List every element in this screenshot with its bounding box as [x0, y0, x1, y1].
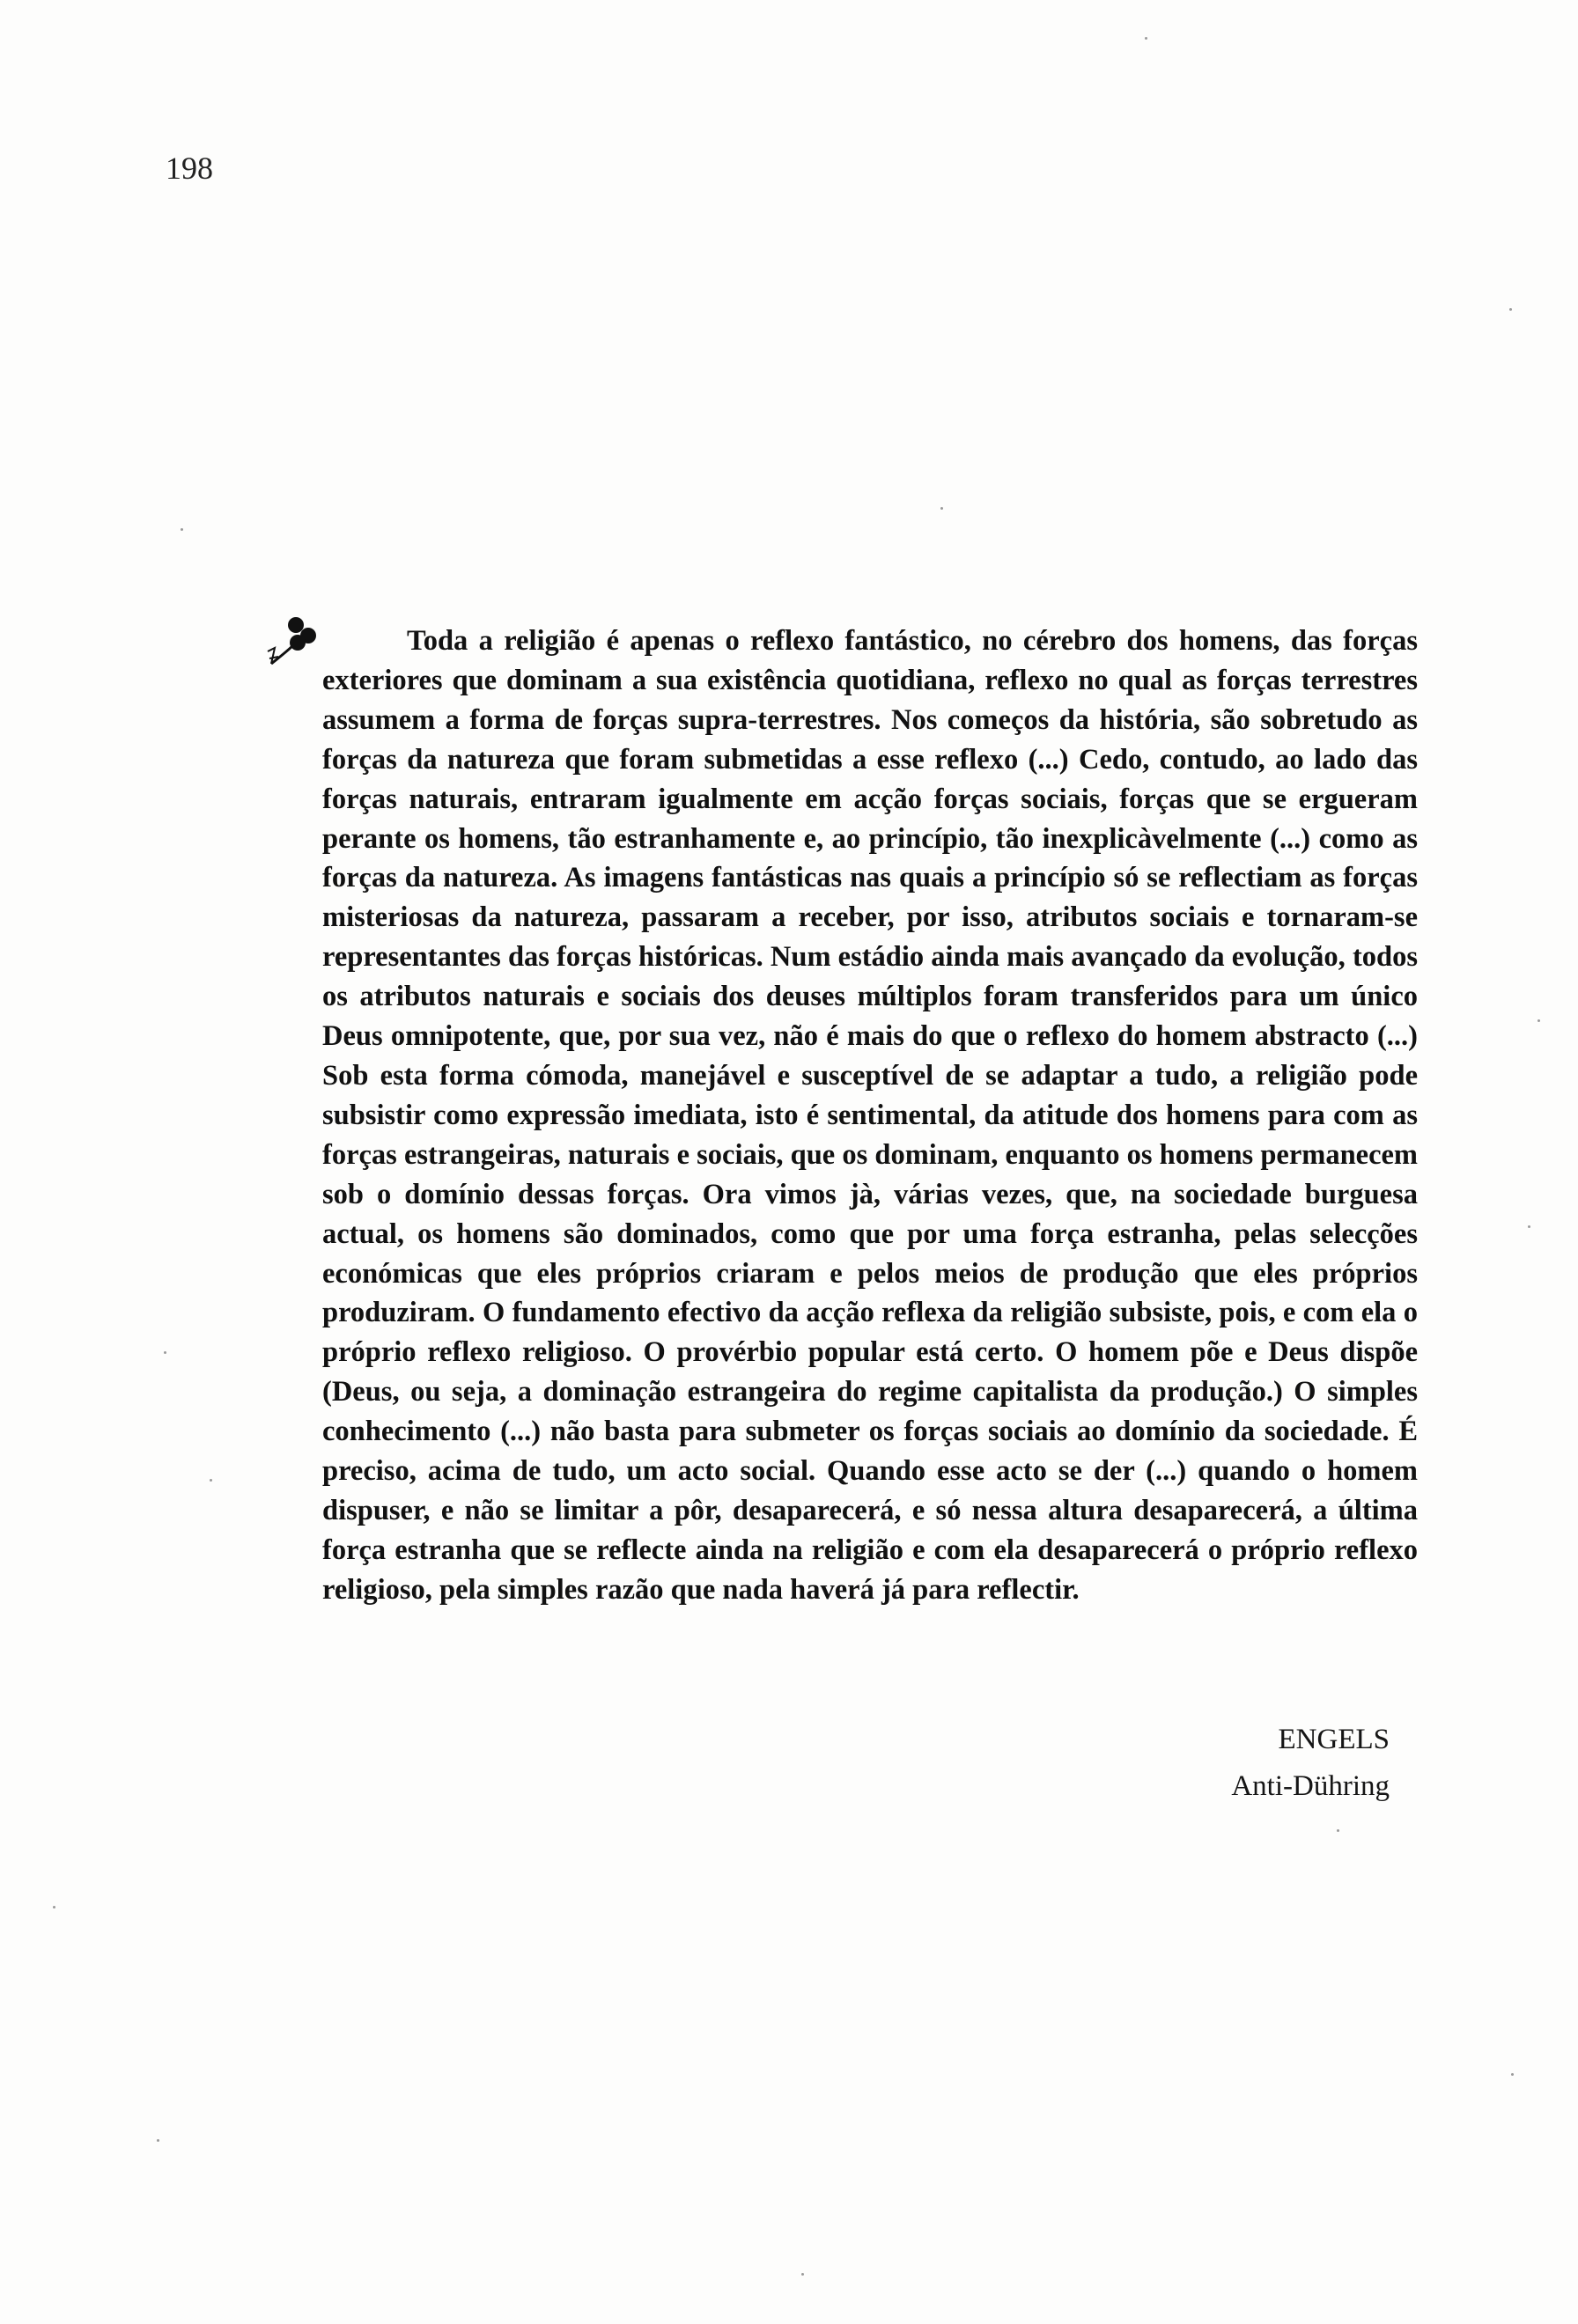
dust-speck	[801, 2273, 804, 2276]
dust-speck	[53, 1906, 55, 1908]
dust-speck	[164, 1351, 166, 1354]
quote-text: Toda a religião é apenas o reflexo fantástico, no cérebro dos homens, das forças exteriores que dominam a sua existência quotidiana, reflexo no qual as forças terrestres assumem a forma de forças supra-terrestres. Nos começos da história, são sobretudo as forças da natureza que foram submetidas a esse reflexo (...) Cedo, contudo, ao lado das forças naturais, entraram igualmente em acção forças sociais, forças que se ergueram perante os homens, tão estranhamente e, ao princípio, tão inexplicàvelmente (...) como as forças da natureza. As imagens fantásticas nas quais a princípio só se reflectiam as forças misteriosas da natureza, passaram a receber, por isso, atributos sociais e tornaram-se representantes das forças históricas. Num estádio ainda mais avançado da evolução, todos os atributos naturais e sociais dos deuses múltiplos foram transferidos para um único Deus omnipotente, que, por sua vez, não é mais do que o reflexo do homem abstracto (...) Sob esta forma cómoda, manejável e susceptível de se adaptar a tudo, a religião pode subsistir como expressão imediata, isto é sentimental, da atitude dos homens para com as forças estrangeiras, naturais e sociais, que os dominam, enquanto os homens permanecem sob o domínio dessas forças. Ora vimos jà, várias vezes, que, na sociedade burguesa actual, os homens são dominados, como que por uma força estranha, pelas selecções económicas que eles próprios criaram e pelos meios de produção que eles próprios produziram. O fundamento efectivo da acção reflexa da religião subsiste, pois, e com ela o próprio reflexo religioso. O provérbio popular está certo. O homem põe e Deus dispõe (Deus, ou seja, a dominação estrangeira do regime capitalista da produção.) O simples conhecimento (...) não basta para submeter os forças sociais ao domínio da sociedade. É preciso, acima de tudo, um acto social. Quando esse acto se der (...) quando o homem dispuser, e não se limitar a pôr, desaparecerá, e só nessa altura desaparecerá, a última força estranha que se reflecte ainda na religião e com ela desaparecerá o próprio reflexo religioso, pela simples razão que nada haverá já para reflectir.	[322, 625, 1418, 1606]
dust-speck	[1145, 37, 1147, 40]
dust-speck	[181, 528, 183, 531]
dust-speck	[1337, 1829, 1339, 1832]
dust-speck	[1528, 1225, 1530, 1228]
dust-speck	[1511, 2073, 1514, 2076]
author-name: ENGELS	[1278, 1724, 1390, 1755]
dust-speck	[1537, 1019, 1540, 1022]
dust-speck	[940, 507, 943, 510]
clover-icon	[261, 613, 322, 674]
dust-speck	[1509, 308, 1512, 311]
work-title: Anti-Dühring	[1231, 1770, 1390, 1802]
attribution	[1231, 1717, 1390, 1810]
page-number: 198	[166, 151, 213, 186]
dust-speck	[157, 2139, 159, 2142]
dust-speck	[210, 1479, 212, 1482]
